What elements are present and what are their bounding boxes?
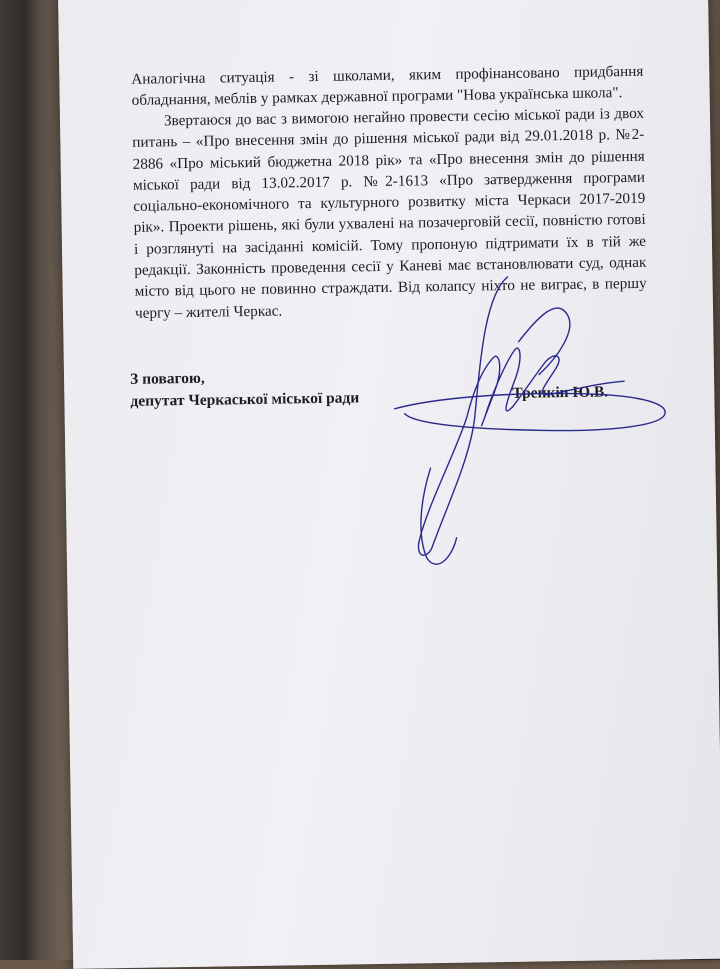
paragraph-request: Звертаюся до вас з вимогою негайно провести сесію міської ради із двох питань – «Про внесення змін до рішення міської ради від 29.01.2018 р. №2-2886 «Про міський бюджетна 2018 рік» та «Про внесення змін до рішення міської ради від 13.02.2017 р. №2-1613 «Про затвердження програми соціально-економічного та культурного розвитку міста Черкаси 2017-2019 рік». Проекти рішень, які були ухвалені на позачерговій сесії, повністю готові і розглянуті на засіданні комісій. Тому пропоную підтримати їх в тій же редакції. Законність проведення сесії у Каневі має встановлювати суд, однак місто від цього не повинно страждати. Від колапсу ніхто не виграє, в першу чергу – жителі Черкас. <box>132 104 647 322</box>
handwritten-signature <box>332 254 697 580</box>
closing-block <box>130 365 360 413</box>
paragraph-schools: Аналогічна ситуація - зі школами, яким профінансовано придбання обладнання, меблів у рамках державної програми "Нова українська школа". <box>131 62 644 110</box>
closing-title: депутат Черкаської міської ради <box>130 389 360 410</box>
letter-page <box>58 0 720 969</box>
closing-salutation: З повагою, <box>129 369 205 388</box>
author-name: Тренкін Ю.В. <box>512 383 609 402</box>
